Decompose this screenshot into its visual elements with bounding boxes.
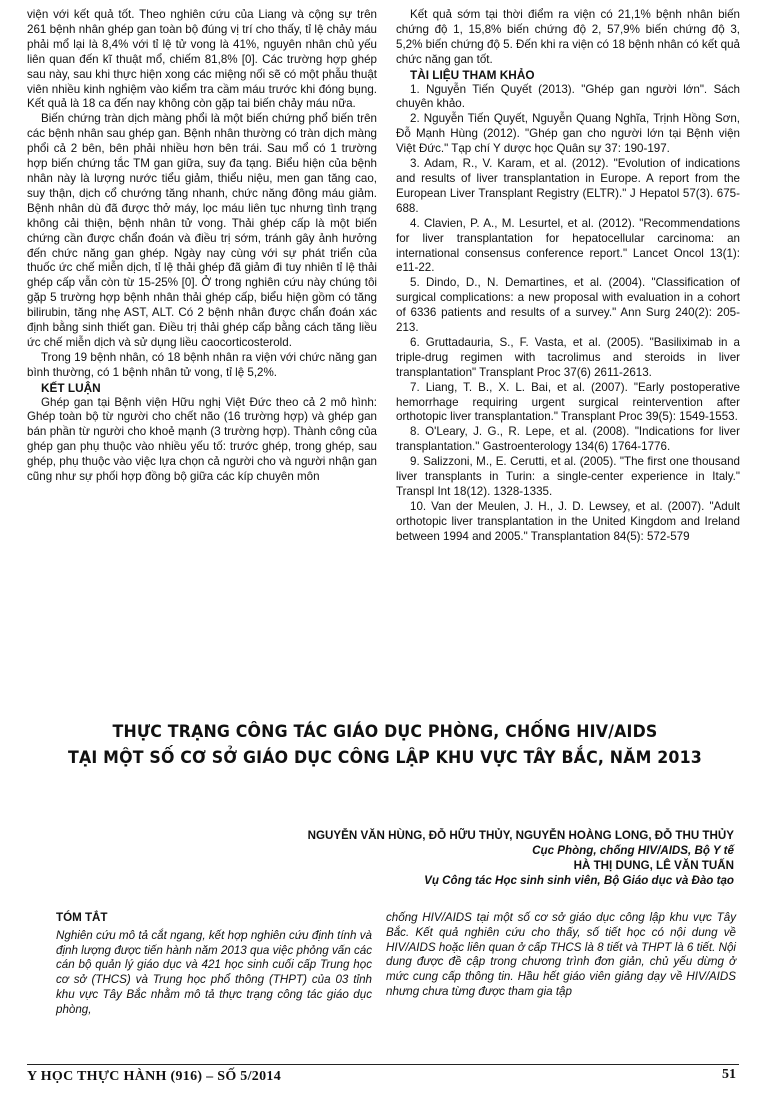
abstract-right: [386, 911, 736, 1000]
page-number: 51: [722, 1067, 736, 1082]
affiliation-2: Vụ Công tác Học sinh sinh viên, Bộ Giáo dục và Đào tạo: [424, 874, 734, 887]
reference-item: 3. Adam, R., V. Karam, et al. (2012). "Evolution of indications and results of liver transplantation in Europe. A report from the European Liver Transplant Registry (ELTR)." J Hepatol 57(3). 675-688.: [396, 157, 740, 215]
article-title: [64, 719, 706, 771]
references-list: [396, 83, 740, 545]
conclusion-paragraph: Ghép gan tại Bệnh viện Hữu nghị Việt Đức theo cả 2 mô hình: Ghép toàn bộ từ người cho chết não (16 trường hợp) và ghép gan bán phần từ người cho khoẻ mạnh (3 trường hợp). Thành công của ghép gan phụ thuộc vào nhiều yếu tố: trước ghép, trong ghép, sau ghép, phụ thuộc vào việc lựa chọn cả người cho và người nhận gan cũng như sự phối hợp đồng bộ giữa các kíp chuyên môn: [27, 395, 377, 484]
reference-item: 5. Dindo, D., N. Demartines, et al. (2004). "Classification of surgical complications: a new proposal with evaluation in a cohort of 6336 patients and results of a survey." Ann Surg 240(2): 205-213.: [396, 276, 740, 335]
right-column: [396, 8, 740, 545]
abstract-text-right: chống HIV/AIDS tại một số cơ sở giáo dục công lập khu vực Tây Bắc. Kết quả nghiên cứu cho thấy, số tiết học có nội dung về HIV/AIDS hoặc liên quan ở cấp THCS là 8 tiết và THPT là 6 tiết. Nội dung được đề cập trong chương trình đơn giản, chủ yếu dừng ở mức cung cấp thông tin. Hầu hết giáo viên giảng dạy về HIV/AIDS nhưng chưa từng được tham gia tập: [386, 911, 736, 998]
abstract-heading: TÓM TẮT: [56, 911, 108, 924]
conclusion-heading: KẾT LUẬN: [41, 380, 101, 395]
abstract-left: [56, 911, 372, 1018]
references-heading: TÀI LIỆU THAM KHẢO: [410, 67, 535, 82]
title-line-2: TẠI MỘT SỐ CƠ SỞ GIÁO DỤC CÔNG LẬP KHU VỰC TÂY BẮC, NĂM 2013: [68, 748, 702, 768]
affiliation-1: Cục Phòng, chống HIV/AIDS, Bộ Y tế: [532, 844, 734, 857]
reference-item: 9. Salizzoni, M., E. Cerutti, et al. (2005). "The first one thousand liver transplants in Turin: a single-center experience in Italy." Transpl Int 18(12). 1328-1335.: [396, 455, 740, 498]
footer-divider: [27, 1064, 739, 1065]
author-names-1: NGUYỄN VĂN HÙNG, ĐỖ HỮU THỦY, NGUYỄN HOÀNG LONG, ĐỖ THU THỦY: [307, 829, 734, 842]
authors-block: [308, 828, 734, 888]
reference-item: 4. Clavien, P. A., M. Lesurtel, et al. (2012). "Recommendations for liver transplantation for hepatocellular carcinoma: an international consensus conference report." Lancet Oncol 13(1): e11-22.: [396, 216, 740, 275]
journal-footer: Y HỌC THỰC HÀNH (916) – SỐ 5/2014: [27, 1069, 281, 1084]
results-paragraph: Kết quả sớm tại thời điểm ra viện có 21,1% bệnh nhân biến chứng độ 1, 15,8% biến chứng độ 2, 57,9% biến chứng độ 3, 5,2% biến chứng độ 5. Đến khi ra viện có 18 bệnh nhân có kết quả chức năng gan tốt.: [396, 8, 740, 66]
left-column: [27, 8, 377, 485]
title-line-1: THỰC TRẠNG CÔNG TÁC GIÁO DỤC PHÒNG, CHỐNG HIV/AIDS: [112, 722, 658, 742]
body-paragraph: Trong 19 bệnh nhân, có 18 bệnh nhân ra viện với chức năng gan bình thường, có 1 bệnh nhân tử vong, tỉ lệ 5,2%.: [27, 350, 377, 379]
author-names-2: HÀ THỊ DUNG, LÊ VĂN TUẤN: [573, 859, 734, 872]
reference-item: 6. Gruttadauria, S., F. Vasta, et al. (2005). "Basiliximab in a triple-drug regimen with tacrolimus and steroids in liver transplantation" Transplant Proc 37(6) 2611-2613.: [396, 335, 740, 379]
abstract-text-left: Nghiên cứu mô tả cắt ngang, kết hợp nghiên cứu định tính và định lượng được tiến hành năm 2013 qua việc phỏng vấn các cán bộ quản lý giáo dục và 421 học sinh cuối cấp Trung học cơ sở (THCS) và Trung học phổ thông (THPT) của 03 tỉnh khu vực Tây Bắc nhằm mô tả thực trạng công tác giáo dục phòng,: [56, 928, 372, 1016]
reference-item: 8. O'Leary, J. G., R. Lepe, et al. (2008). "Indications for liver transplantation." Gastroenterology 134(6) 1764-1776.: [396, 425, 740, 454]
reference-item: 7. Liang, T. B., X. L. Bai, et al. (2007). "Early postoperative hemorrhage requiring urgent surgical reintervention after orthotopic liver transplantation." Transplant Proc 39(5): 1549-1553.: [396, 380, 740, 424]
reference-item: 10. Van der Meulen, J. H., J. D. Lewsey, et al. (2007). "Adult orthotopic liver transplantation in the United Kingdom and Ireland between 1994 and 2005." Transplantation 84(5): 572-579: [396, 499, 740, 543]
reference-item: 2. Nguyễn Tiến Quyết, Nguyễn Quang Nghĩa, Trịnh Hồng Sơn, Đỗ Mạnh Hùng (2012). "Ghép gan cho người lớn tại Bệnh viện Việt Đức." Tạp chí Y dược học Quân sự 37: 190-197.: [396, 112, 740, 156]
body-paragraph: Biến chứng tràn dịch màng phổi là một biến chứng phổ biến trên các bệnh nhân sau ghép gan. Bệnh nhân thường có tràn dịch màng phổi cả 2 bên, bên phải nhiều hơn bên trái. Sau mổ có 1 trường hợp biến chứng tắc TM gan giữa, suy đa tạng. Biểu hiện của bệnh nhân này là lượng nước tiểu giảm, thiểu niệu, men gan tăng cao, suy thận, dịch cổ chướng tăng nhanh, chức năng đông máu giảm. Bệnh nhân dù đã được thở máy, lọc máu liên tục nhưng tình trạng không cải thiện, bệnh nhân tử vong. Thải ghép cấp là một biến chứng cần được chẩn đoán và điều trị sớm, tránh gây ảnh hưởng đến chức năng gan ghép. Ngày nay cùng với sự phát triển của thuốc ức chế miễn dịch, tỉ lệ thải ghép đã giảm đi tuy nhiên tỉ lệ thải ghép cấp vẫn còn từ 15-25% [0]. Ở trong nghiên cứu này chúng tôi gặp 5 trường hợp bệnh nhân thải ghép cấp, biểu hiện gồm có tăng bilirubin, tăng nhẹ AST, ALT. Có 2 bệnh nhân được chẩn đoán xác định bằng sinh thiết gan. Điều trị thải ghép cấp bằng cách tăng liều ức chế miễn dịch và sử dụng liều caocorticosterold.: [27, 112, 377, 349]
body-paragraph: viện với kết quả tốt. Theo nghiên cứu của Liang và cộng sự trên 261 bệnh nhân ghép gan toàn bộ đúng vị trí cho thấy, tỉ lệ chảy máu phải mổ lại là 8,4% với tỉ lệ tử vong là 41%, nguyên nhân chủ yếu liên quan đến kĩ thuật mổ, chiếm 81,8% [0]. Các trường hợp ghép sau này, sau khi thực hiện xong các miệng nối sẽ có một phẫu thuật viên nhiều kinh nghiệm vào kiểm tra cầm máu trước khi đóng bụng. Kết quả là 18 ca đến nay không còn gặp tai biến chảy máu nữa.: [27, 8, 377, 111]
reference-item: 1. Nguyễn Tiến Quyết (2013). "Ghép gan người lớn". Sách chuyên khảo.: [396, 82, 740, 111]
